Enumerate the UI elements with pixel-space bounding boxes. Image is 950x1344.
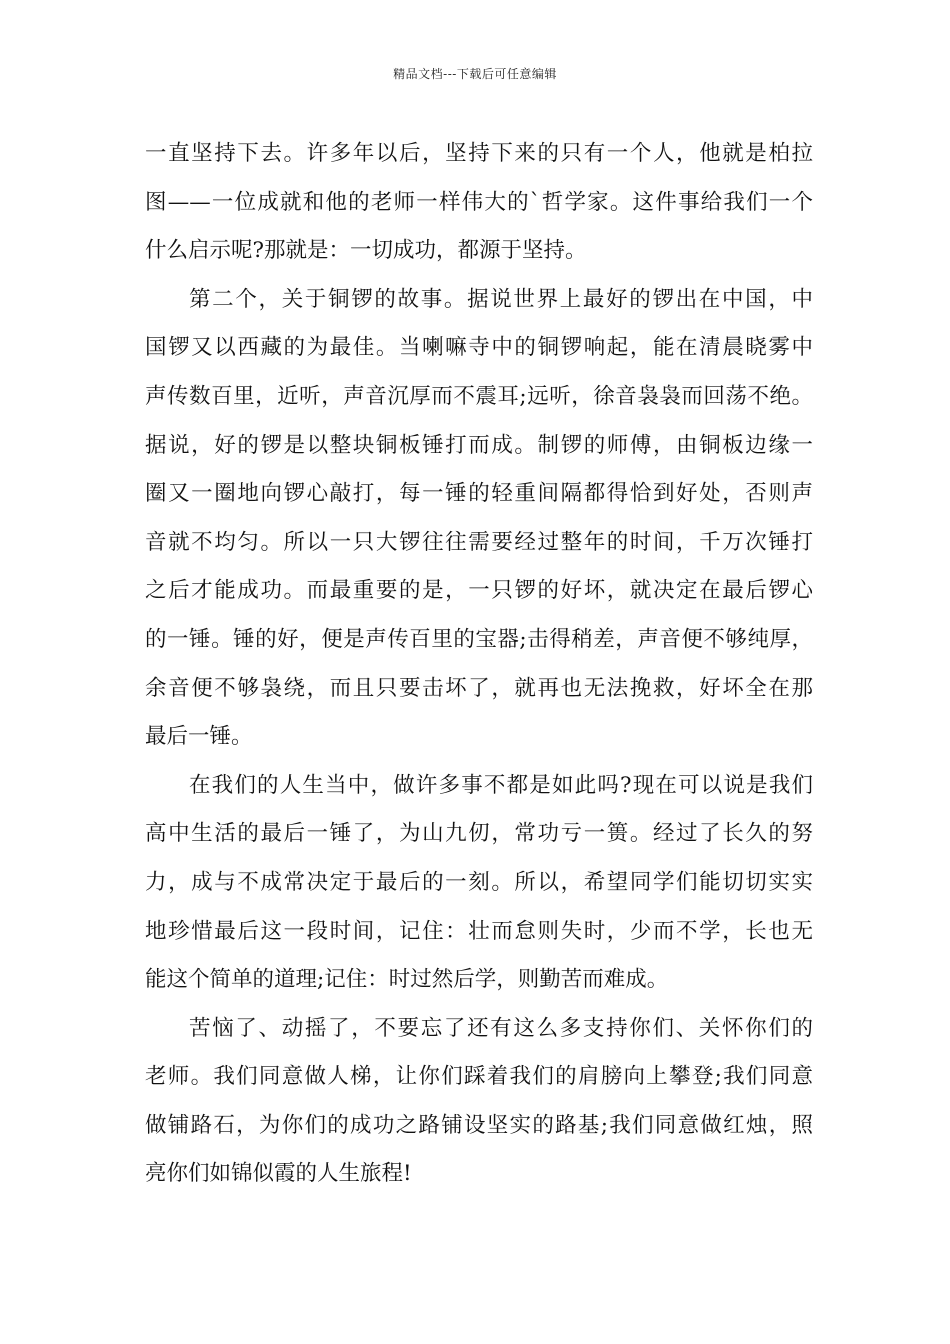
text-line: 老师。我们同意做人梯，让你们踩着我们的肩膀向上攀登;我们同意 [145, 1064, 813, 1090]
document-body [145, 130, 813, 1199]
paragraph-first-line: 在我们的人生当中，做许多事不都是如此吗?现在可以说是我们 [189, 772, 813, 798]
text-line: 据说，好的锣是以整块铜板锤打而成。制锣的师傅，由铜板边缘一 [145, 432, 813, 458]
text-line: 最后一锤。 [145, 724, 253, 750]
text-line: 做铺路石，为你们的成功之路铺设坚实的路基;我们同意做红烛，照 [145, 1112, 813, 1138]
text-line: 地珍惜最后这一段时间，记住：壮而怠则失时，少而不学，长也无 [145, 918, 813, 944]
paragraph-first-line: 苦恼了、动摇了，不要忘了还有这么多支持你们、关怀你们的 [189, 1015, 813, 1041]
text-line: 余音便不够袅绕，而且只要击坏了，就再也无法挽救，好坏全在那 [145, 675, 813, 701]
text-line: 国锣又以西藏的为最佳。当喇嘛寺中的铜锣响起，能在清晨晓雾中 [145, 335, 813, 361]
text-line: 亮你们如锦似霞的人生旅程! [145, 1161, 412, 1187]
paragraph-first-line: 第二个，关于铜锣的故事。据说世界上最好的锣出在中国，中 [189, 286, 813, 312]
text-line: 图——一位成就和他的老师一样伟大的`哲学家。这件事给我们一个 [145, 189, 813, 215]
text-line: 高中生活的最后一锤了，为山九仞，常功亏一篑。经过了长久的努 [145, 821, 813, 847]
text-line: 声传数百里，近听，声音沉厚而不震耳;远听，徐音袅袅而回荡不绝。 [145, 383, 813, 409]
page-header: 精品文档---下载后可任意编辑 [393, 67, 557, 81]
text-line: 力，成与不成常决定于最后的一刻。所以，希望同学们能切切实实 [145, 869, 813, 895]
text-line: 能这个简单的道理;记住：时过然后学，则勤苦而难成。 [145, 967, 669, 993]
text-line: 音就不均匀。所以一只大锣往往需要经过整年的时间，千万次锤打 [145, 529, 813, 555]
text-line: 之后才能成功。而最重要的是，一只锣的好坏，就决定在最后锣心 [145, 578, 813, 604]
text-line: 一直坚持下去。许多年以后，坚持下来的只有一个人，他就是柏拉 [145, 141, 813, 166]
text-line: 的一锤。锤的好，便是声传百里的宝器;击得稍差，声音便不够纯厚， [145, 626, 813, 652]
text-line: 什么启示呢?那就是：一切成功，都源于坚持。 [145, 238, 587, 264]
text-line: 圈又一圈地向锣心敲打，每一锤的轻重间隔都得恰到好处，否则声 [145, 481, 813, 507]
